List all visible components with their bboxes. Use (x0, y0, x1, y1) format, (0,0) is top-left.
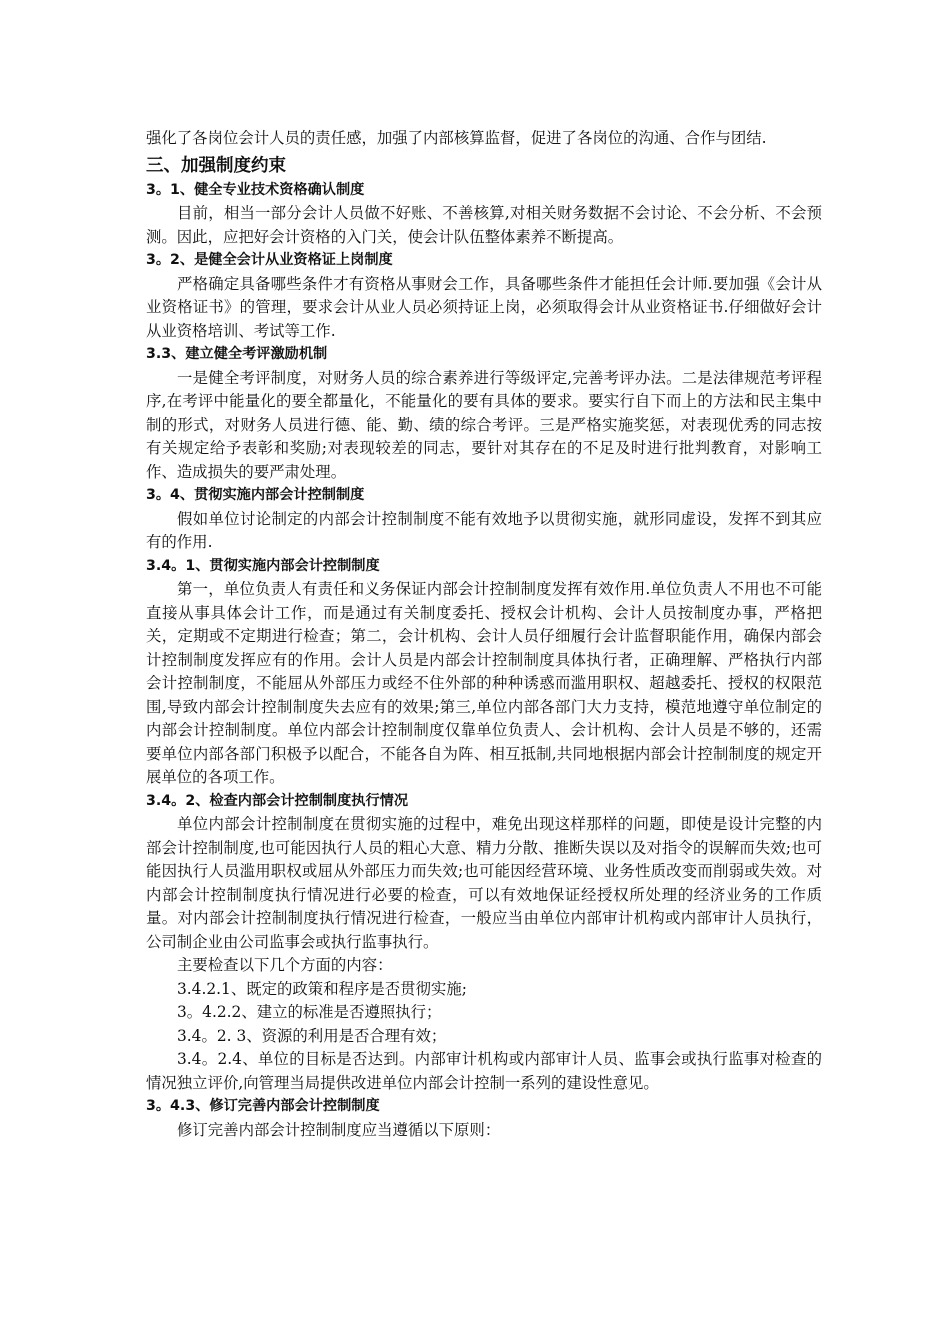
body-paragraph: 修订完善内部会计控制制度应当遵循以下原则： (177, 1120, 501, 1139)
body-paragraph: 假如单位讨论制定的内部会计控制制度不能有效地予以贯彻实施，就形同虚设，发挥不到其应有的作用. (146, 509, 822, 551)
subsection-heading: 3.4。2、检查内部会计控制制度执行情况 (146, 792, 409, 809)
list-item: 3.4。2.4、单位的目标是否达到。内部审计机构或内部审计人员、监事会或执行监事对检查的情况独立评价,向管理当局提供改进单位内部会计控制一系列的建设性意见。 (146, 1050, 822, 1092)
body-paragraph: 第一，单位负责人有责任和义务保证内部会计控制制度发挥有效作用.单位负责人不用也不可能直接从事具体会计工作，而是通过有关制度委托、授权会计机构、会计人员按制度办事，严格把关，定期或不定期进行检查；第二，会计机构、会计人员仔细履行会计监督职能作用，确保内部会计控制制度发挥应有的作用。会计人员是内部会计控制制度具体执行者，正确理解、严格执行内部会计控制制度，不能屈从外部压力或经不住外部的种种诱惑而滥用职权、超越委托、授权的权限范围,导致内部会计控制制度失去应有的效果;第三,单位内部各部门大力支持，模范地遵守单位制定的内部会计控制制度。单位内部会计控制制度仅靠单位负责人、会计机构、会计人员是不够的，还需要单位内部各部门积极予以配合，不能各自为阵、相互抵制,共同地根据内部会计控制制度的规定开展单位的各项工作。 (146, 580, 822, 786)
body-paragraph: 一是健全考评制度，对财务人员的综合素养进行等级评定,完善考评办法。二是法律规范考评程序,在考评中能量化的要全都量化，不能量化的要有具体的要求。要实行自下而上的方法和民主集中制的形式，对财务人员进行德、能、勤、绩的综合考评。三是严格实施奖惩，对表现优秀的同志按有关规定给予表彰和奖励;对表现较差的同志，要针对其存在的不足及时进行批判教育，对影响工作、造成损失的要严肃处理。 (146, 368, 822, 481)
body-paragraph: 单位内部会计控制制度在贯彻实施的过程中，难免出现这样那样的问题，即使是设计完整的内部会计控制制度,也可能因执行人员的粗心大意、精力分散、推断失误以及对指令的误解而失效;也可能因执行人员滥用职权或屈从外部压力而失效;也可能因经营环境、业务性质改变而削弱或失效。对内部会计控制制度执行情况进行必要的检查，可以有效地保证经授权所处理的经济业务的工作质量。对内部会计控制制度执行情况进行检查，一般应当由单位内部审计机构或内部审计人员执行，公司制企业由公司监事会或执行监事执行。 (146, 815, 822, 951)
subsection-heading: 3.4。1、贯彻实施内部会计控制制度 (146, 557, 380, 574)
body-paragraph: 强化了各岗位会计人员的责任感，加强了内部核算监督，促进了各岗位的沟通、合作与团结. (146, 129, 767, 147)
body-paragraph: 严格确定具备哪些条件才有资格从事财会工作，具备哪些条件才能担任会计师.要加强《会计从业资格证书》的管理，要求会计从业人员必须持证上岗，必须取得会计从业资格证书.仔细做好会计从业资格培训、考试等工作. (146, 274, 822, 340)
document-page (146, 127, 822, 1142)
section-heading: 三、加强制度约束 (146, 155, 286, 176)
subsection-heading: 3.3、建立健全考评激励机制 (146, 346, 328, 362)
body-paragraph: 主要检查以下几个方面的内容： (177, 956, 393, 974)
subsection-heading: 3。4、贯彻实施内部会计控制制度 (146, 487, 365, 503)
list-item: 3.4.2.1、既定的政策和程序是否贯彻实施; (177, 979, 467, 998)
subsection-heading: 3。1、健全专业技术资格确认制度 (146, 181, 365, 198)
subsection-heading: 3。4.3、修订完善内部会计控制制度 (146, 1098, 380, 1114)
body-paragraph: 目前，相当一部分会计人员做不好账、不善核算,对相关财务数据不会讨论、不会分析、不会预测。因此，应把好会计资格的入门关，使会计队伍整体素养不断提高。 (146, 204, 822, 246)
list-item: 3.4。2. 3、资源的利用是否合理有效； (177, 1026, 447, 1045)
subsection-heading: 3。2、是健全会计从业资格证上岗制度 (146, 252, 393, 268)
list-item: 3。4.2.2、建立的标准是否遵照执行； (177, 1003, 442, 1021)
